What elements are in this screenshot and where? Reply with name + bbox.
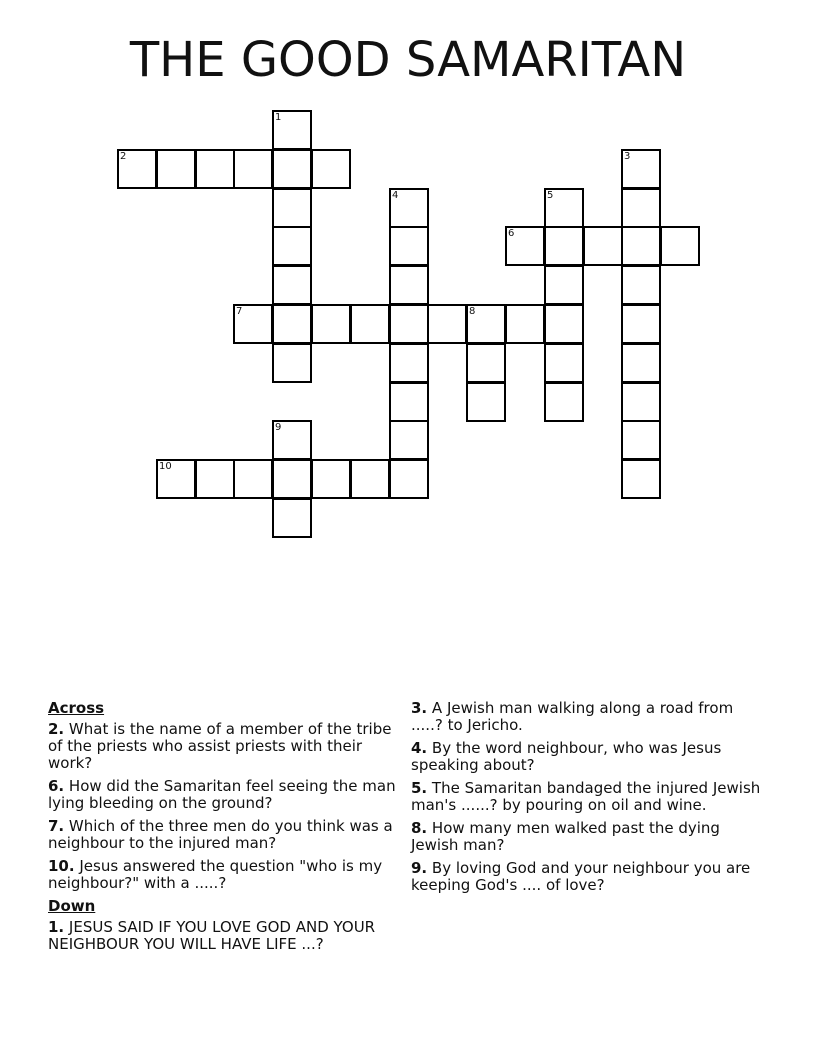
clue-across-2 — [48, 721, 398, 772]
clue-number: 9. — [411, 859, 428, 877]
clue-text: The Samaritan bandaged the injured Jewish man's ......? by pouring on oil and wine. — [411, 779, 761, 814]
grid-cell[interactable] — [311, 459, 351, 499]
clue-text: By the word neighbour, who was Jesus speaking about? — [411, 739, 722, 774]
clue-down-4 — [411, 740, 761, 774]
grid-cell[interactable] — [466, 382, 506, 422]
clue-number: 4. — [411, 739, 428, 757]
grid-cell[interactable] — [621, 382, 661, 422]
grid-cell[interactable] — [621, 459, 661, 499]
grid-cell[interactable] — [272, 265, 312, 305]
clue-number-label: 3 — [624, 151, 631, 162]
grid-cell[interactable] — [466, 343, 506, 383]
clue-down-8 — [411, 820, 761, 854]
clue-number-label: 9 — [275, 422, 282, 433]
grid-cell[interactable] — [117, 149, 157, 189]
grid-cell[interactable] — [389, 226, 429, 266]
grid-cell[interactable] — [272, 110, 312, 150]
clue-number-label: 1 — [275, 112, 282, 123]
grid-cell[interactable] — [621, 343, 661, 383]
grid-cell[interactable] — [544, 265, 584, 305]
puzzle-title: THE GOOD SAMARITAN — [129, 32, 687, 88]
clue-number-label: 2 — [120, 151, 127, 162]
clue-down-1 — [48, 919, 398, 953]
grid-cell[interactable] — [350, 304, 390, 344]
grid-cell[interactable] — [156, 459, 196, 499]
clue-number-label: 4 — [392, 190, 399, 201]
clue-number: 10. — [48, 857, 75, 875]
grid-cell[interactable] — [233, 149, 273, 189]
grid-cell[interactable] — [272, 343, 312, 383]
grid-cell[interactable] — [583, 226, 623, 266]
clue-number: 3. — [411, 699, 428, 717]
clues-left-column — [48, 700, 398, 959]
grid-cell[interactable] — [311, 149, 351, 189]
grid-cell[interactable] — [272, 498, 312, 538]
clue-text: A Jewish man walking along a road from .....? to Jericho. — [411, 699, 734, 734]
clue-text: JESUS SAID IF YOU LOVE GOD AND YOUR NEIGHBOUR YOU WILL HAVE LIFE ...? — [48, 918, 376, 953]
grid-cell[interactable] — [389, 382, 429, 422]
grid-cell[interactable] — [233, 304, 273, 344]
clue-number: 8. — [411, 819, 428, 837]
grid-cell[interactable] — [311, 304, 351, 344]
clue-text: Which of the three men do you think was a neighbour to the injured man? — [48, 817, 393, 852]
grid-cell[interactable] — [389, 459, 429, 499]
grid-cell[interactable] — [195, 459, 235, 499]
clue-across-7 — [48, 818, 398, 852]
grid-cell[interactable] — [350, 459, 390, 499]
grid-cell[interactable] — [272, 459, 312, 499]
grid-cell[interactable] — [621, 420, 661, 460]
grid-cell[interactable] — [389, 304, 429, 344]
grid-cell[interactable] — [544, 382, 584, 422]
clue-number: 5. — [411, 779, 428, 797]
grid-cell[interactable] — [389, 265, 429, 305]
clue-text: How did the Samaritan feel seeing the man lying bleeding on the ground? — [48, 777, 396, 812]
grid-cell[interactable] — [621, 265, 661, 305]
clue-down-5 — [411, 780, 761, 814]
grid-cell[interactable] — [233, 459, 273, 499]
grid-cell[interactable] — [195, 149, 235, 189]
clue-text: Jesus answered the question "who is my neighbour?" with a .....? — [48, 857, 383, 892]
grid-cell[interactable] — [544, 226, 584, 266]
clue-number-label: 8 — [469, 306, 476, 317]
clues-right-column — [411, 700, 761, 900]
grid-cell[interactable] — [505, 226, 545, 266]
grid-cell[interactable] — [272, 188, 312, 228]
clue-number: 6. — [48, 777, 65, 795]
clue-number-label: 6 — [508, 228, 515, 239]
grid-cell[interactable] — [621, 149, 661, 189]
clue-across-10 — [48, 858, 398, 892]
grid-cell[interactable] — [544, 343, 584, 383]
grid-cell[interactable] — [505, 304, 545, 344]
clue-number-label: 10 — [159, 461, 172, 472]
across-heading: Across — [48, 699, 105, 717]
clue-number-label: 5 — [547, 190, 554, 201]
grid-cell[interactable] — [389, 343, 429, 383]
grid-cell[interactable] — [621, 188, 661, 228]
grid-cell[interactable] — [272, 304, 312, 344]
grid-cell[interactable] — [389, 188, 429, 228]
clue-down-9 — [411, 860, 761, 894]
grid-cell[interactable] — [427, 304, 467, 344]
clue-text: By loving God and your neighbour you are keeping God's .... of love? — [411, 859, 751, 894]
grid-cell[interactable] — [389, 420, 429, 460]
grid-cell[interactable] — [544, 304, 584, 344]
grid-cell[interactable] — [156, 149, 196, 189]
clue-across-6 — [48, 778, 398, 812]
clue-down-3 — [411, 700, 761, 734]
clue-number: 1. — [48, 918, 65, 936]
grid-cell[interactable] — [272, 226, 312, 266]
clue-number: 7. — [48, 817, 65, 835]
down-heading: Down — [48, 897, 96, 915]
clue-text: How many men walked past the dying Jewish man? — [411, 819, 720, 854]
grid-cell[interactable] — [272, 420, 312, 460]
grid-cell[interactable] — [272, 149, 312, 189]
clue-text: What is the name of a member of the tribe of the priests who assist priests with their work? — [48, 720, 392, 772]
grid-cell[interactable] — [660, 226, 700, 266]
clue-number-label: 7 — [236, 306, 243, 317]
clue-number: 2. — [48, 720, 65, 738]
grid-cell[interactable] — [621, 304, 661, 344]
grid-cell[interactable] — [466, 304, 506, 344]
grid-cell[interactable] — [621, 226, 661, 266]
grid-cell[interactable] — [544, 188, 584, 228]
